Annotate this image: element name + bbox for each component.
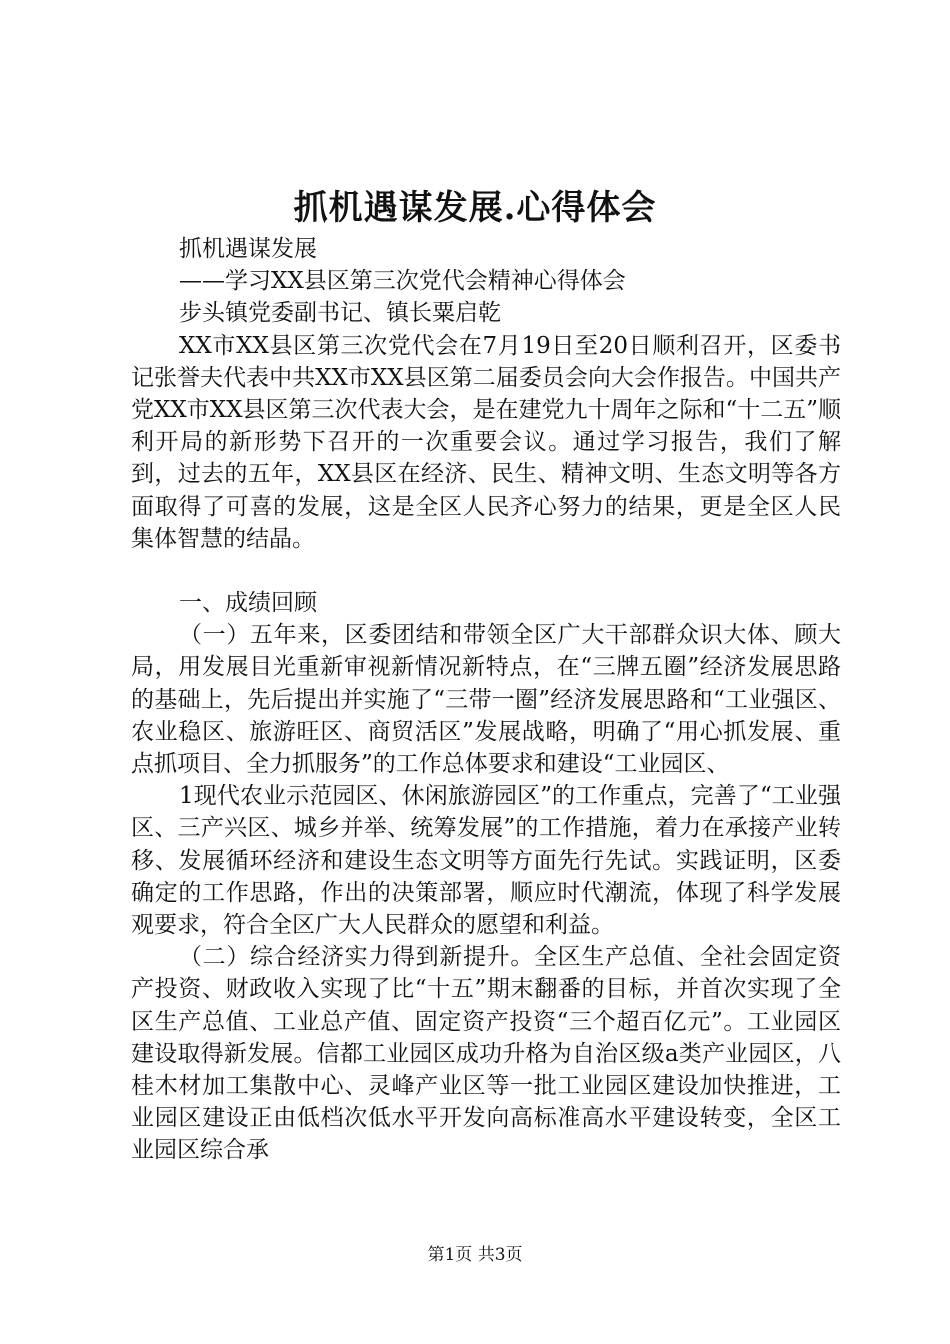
paragraph-intro: XX市XX县区第三次党代会在7月19日至20日顺利召开，区委书记张誉夫代表中共XX市XX县区第二届委员会向大会作报告。中国共产党XX市XX县区第三次代表大会，是在建党九十周年之际和“十二五”顺利开局的新形势下召开的一次重要会议。通过学习报告，我们了解到，过去的五年，XX县区在经济、民生、精神文明、生态文明等各方面取得了可喜的发展，这是全区人民齐心努力的结果，更是全区人民集体智慧的结晶。 [131,332,842,552]
section-heading: 一、成绩回顾 [179,590,317,617]
paragraph-spacer [131,555,841,587]
subtitle-line-2: ——学习XX县区第三次党代会精神心得体会 [179,268,626,295]
paragraph-1: （一）五年来，区委团结和带领全区广大干部群众识大体、顾大局，用发展目光重新审视新情况新特点，在“三牌五圈”经济发展思路的基础上，先后提出并实施了“三带一圈”经济发展思路和“工业强区、农业稳区、旅游旺区、商贸活区”发展战略，明确了“用心抓发展、重点抓项目、全力抓服务”的工作总体要求和建设“工业园区、 [131,622,841,778]
paragraph-3: （二）综合经济实力得到新提升。全区生产总值、全社会固定资产投资、财政收入实现了比“十五”期末翻番的目标，并首次实现了全区生产总值、工业总产值、固定资产投资“三个超百亿元”。工业园区建设取得新发展。信都工业园区成功升格为自治区级a类产业园区，八桂木材加工集散中心、灵峰产业区等一批工业园区建设加快推进，工业园区建设正由低档次低水平开发向高标准高水平建设转变，全区工业园区综合承 [131,944,841,1164]
author-line: 步头镇党委副书记、镇长粟启乾 [179,300,501,327]
subtitle-line-1: 抓机遇谋发展 [179,236,317,262]
page-footer: 第1页 共3页 [427,1245,523,1265]
document-body [131,233,841,1167]
paragraph-2: 1现代农业示范园区、休闲旅游园区”的工作重点，完善了“工业强区、三产兴区、城乡并举、统筹发展”的工作措施，着力在承接产业转移、发展循环经济和建设生态文明等方面先行先试。实践证明，区委确定的工作思路，作出的决策部署，顺应时代潮流，体现了科学发展观要求，符合全区广大人民群众的愿望和利益。 [131,783,841,939]
document-title: 抓机遇谋发展.心得体会 [293,188,657,228]
